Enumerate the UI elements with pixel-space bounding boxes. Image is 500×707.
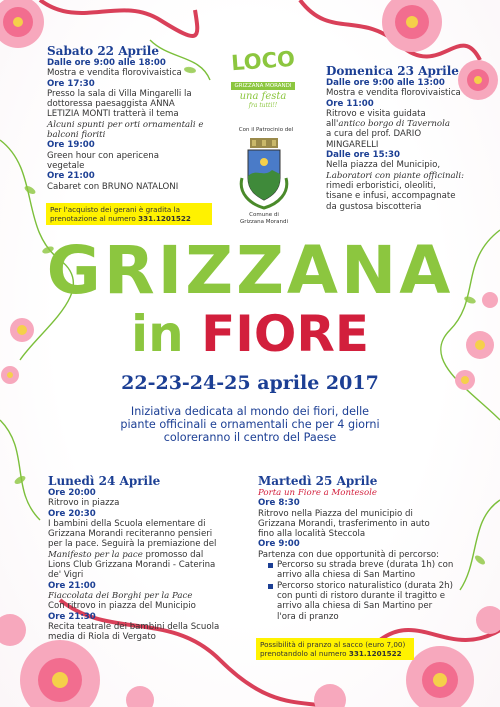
event-text: LETIZIA MONTI tratterà il tema	[47, 109, 179, 120]
event-text: Nella piazza del Municipio,	[326, 160, 441, 171]
tuesday-heading: Martedì 25 Aprile	[258, 474, 378, 488]
logo-text: LOCO	[230, 46, 296, 76]
note-text: Possibilità di pranzo al sacco (euro 7,00)	[260, 640, 406, 649]
event-text: Lions Club Grizzana Morandi - Caterina	[48, 560, 216, 571]
route-options-list	[258, 560, 468, 622]
event-text: Ritrovo nella Piazza del municipio di	[258, 508, 413, 519]
sunday-heading: Domenica 23 Aprile	[326, 64, 459, 78]
time-label: Ore 19:00	[47, 140, 95, 151]
time-label: Ore 11:00	[326, 98, 374, 109]
event-text: per la pace. Seguirà la premiazione del	[48, 539, 217, 550]
event-text-part: all'	[326, 119, 339, 130]
event-text: MINGARELLI	[326, 139, 379, 150]
note-text-part: prenotandolo al numero	[260, 649, 349, 658]
event-text: Ritrovo in piazza	[48, 498, 120, 509]
time-label: Ore 21:00	[47, 171, 95, 182]
phone-number: 331.1201522	[138, 214, 191, 223]
tuesday-booking-note	[256, 638, 414, 660]
intro-line: coloreranno il centro del Paese	[163, 431, 337, 444]
intro-line: Iniziativa dedicata al mondo dei fiori, delle	[130, 405, 370, 418]
saturday-booking-note	[46, 203, 212, 225]
time-label: Ore 20:00	[48, 488, 96, 498]
event-text: Mostra e vendita florovivaistica	[47, 68, 182, 79]
list-item-line: arrivo alla chiesa di San Martino	[277, 570, 416, 581]
event-text: Mostra e vendita florovivaistica	[326, 88, 461, 99]
sunday-program	[326, 64, 476, 212]
proloco-logo	[218, 46, 308, 118]
event-text: da gustosa biscotteria	[326, 201, 422, 212]
time-label: Dalle ore 9:00 alle 18:00	[47, 58, 166, 68]
event-text: vegetale	[47, 160, 85, 171]
list-item-line: Percorso storico naturalistico (durata 2h)	[277, 580, 453, 591]
pink-flower-left	[1, 318, 34, 384]
event-text-italic: balconi fioriti	[47, 130, 106, 141]
time-label: Ore 8:30	[258, 498, 300, 509]
event-text: Green hour con apericena	[47, 150, 159, 161]
event-text: a cura del prof. DARIO	[326, 129, 422, 140]
time-label: Ore 17:30	[47, 78, 95, 89]
list-item-line: l'ora di pranzo	[277, 611, 339, 622]
intro-line: piante officinali e ornamentali che per 4 giorni	[120, 418, 380, 431]
monday-heading: Lunedì 24 Aprile	[48, 474, 161, 488]
main-title: GRIZZANA	[46, 232, 454, 309]
note-text: Per l'acquisto dei gerani è gradita la	[50, 205, 180, 214]
monday-program	[48, 474, 248, 642]
time-label: Ore 9:00	[258, 539, 300, 550]
title-in: in	[130, 305, 184, 363]
note-text	[260, 649, 410, 658]
event-text-italic: Manifesto per la pace	[48, 549, 143, 560]
list-item-line: Percorso su strada breve (durata 1h) con	[277, 560, 454, 571]
event-text-italic: Laboratori con piante officinali:	[326, 170, 465, 181]
pink-flower-right	[455, 292, 498, 390]
municipality-line: Comune di	[249, 212, 279, 218]
event-text: de' Vigri	[48, 570, 84, 581]
logo-tagline-small: fra tutti!!	[248, 102, 278, 109]
tuesday-program	[258, 474, 468, 622]
event-text: media di Riola di Vergato	[48, 632, 156, 643]
event-text	[326, 119, 476, 129]
event-text: Ritrovo e visita guidata	[326, 108, 426, 119]
pink-flower-topleft	[0, 0, 44, 48]
event-text-italic: Alcuni spunti per orti ornamentali e	[47, 119, 204, 130]
event-text: fino alla località Steccola	[258, 529, 366, 540]
time-label: Ore 21:00	[48, 580, 96, 591]
event-text: dottoressa paesaggista ANNA	[47, 99, 175, 110]
patronage-label: Con il Patrocinio del	[238, 127, 294, 133]
logo-tagline: una festa	[239, 91, 287, 102]
saturday-heading: Sabato 22 Aprile	[47, 44, 159, 58]
event-text: Grizzana Morandi, trasferimento in auto	[258, 518, 430, 529]
tuesday-subtitle: Porta un Fiore a Montesole	[258, 488, 377, 498]
note-text-part: prenotazione al numero	[50, 214, 139, 223]
list-item-line: con punti di ristoro durante il tragitto e	[277, 590, 446, 601]
municipality-line: Grizzana Morandi	[239, 219, 289, 225]
time-label: Ore 21:30	[48, 611, 96, 622]
event-text: Partenza con due opportunità di percorso:	[258, 549, 440, 560]
time-label: Dalle ore 9:00 alle 13:00	[326, 78, 445, 88]
event-text: tisane e infusi, accompagnate	[326, 191, 456, 202]
event-text-part: promosso dal	[142, 549, 204, 560]
time-label: Ore 20:30	[48, 508, 96, 519]
saturday-program	[47, 44, 227, 192]
list-item-line: arrivo alla chiesa di San Martino per	[277, 601, 433, 612]
list-item	[268, 560, 468, 581]
event-dates: 22-23-24-25 aprile 2017	[121, 372, 379, 394]
coat-of-arms-icon	[236, 138, 292, 210]
event-text: Presso la sala di Villa Mingarelli la	[47, 88, 192, 99]
event-text	[48, 550, 248, 560]
event-text: Con ritrovo in piazza del Municipio	[48, 601, 196, 612]
event-text: Recita teatrale dei bambini della Scuola	[48, 621, 220, 632]
intro-text	[90, 405, 410, 444]
title-fiore: FIORE	[201, 305, 370, 363]
event-text: rimedi erboristici, oleoliti,	[326, 180, 436, 191]
event-text: Grizzana Morandi reciteranno pensieri	[48, 529, 213, 540]
phone-number: 331.1201522	[348, 649, 402, 658]
main-subtitle	[100, 306, 400, 362]
event-text-italic: antico borgo di Tavernola	[338, 119, 450, 130]
event-text: I bambini della Scuola elementare di	[48, 518, 206, 529]
list-item	[268, 581, 468, 622]
note-text	[50, 214, 208, 223]
municipality-label	[226, 212, 302, 226]
time-label: Dalle ore 15:30	[326, 150, 400, 161]
event-text-italic: Fiaccolata dei Borghi per la Pace	[48, 590, 193, 601]
logo-subtext: GRIZZANA MORANDI	[231, 82, 294, 90]
event-text: Cabaret con BRUNO NATALONI	[47, 181, 179, 192]
